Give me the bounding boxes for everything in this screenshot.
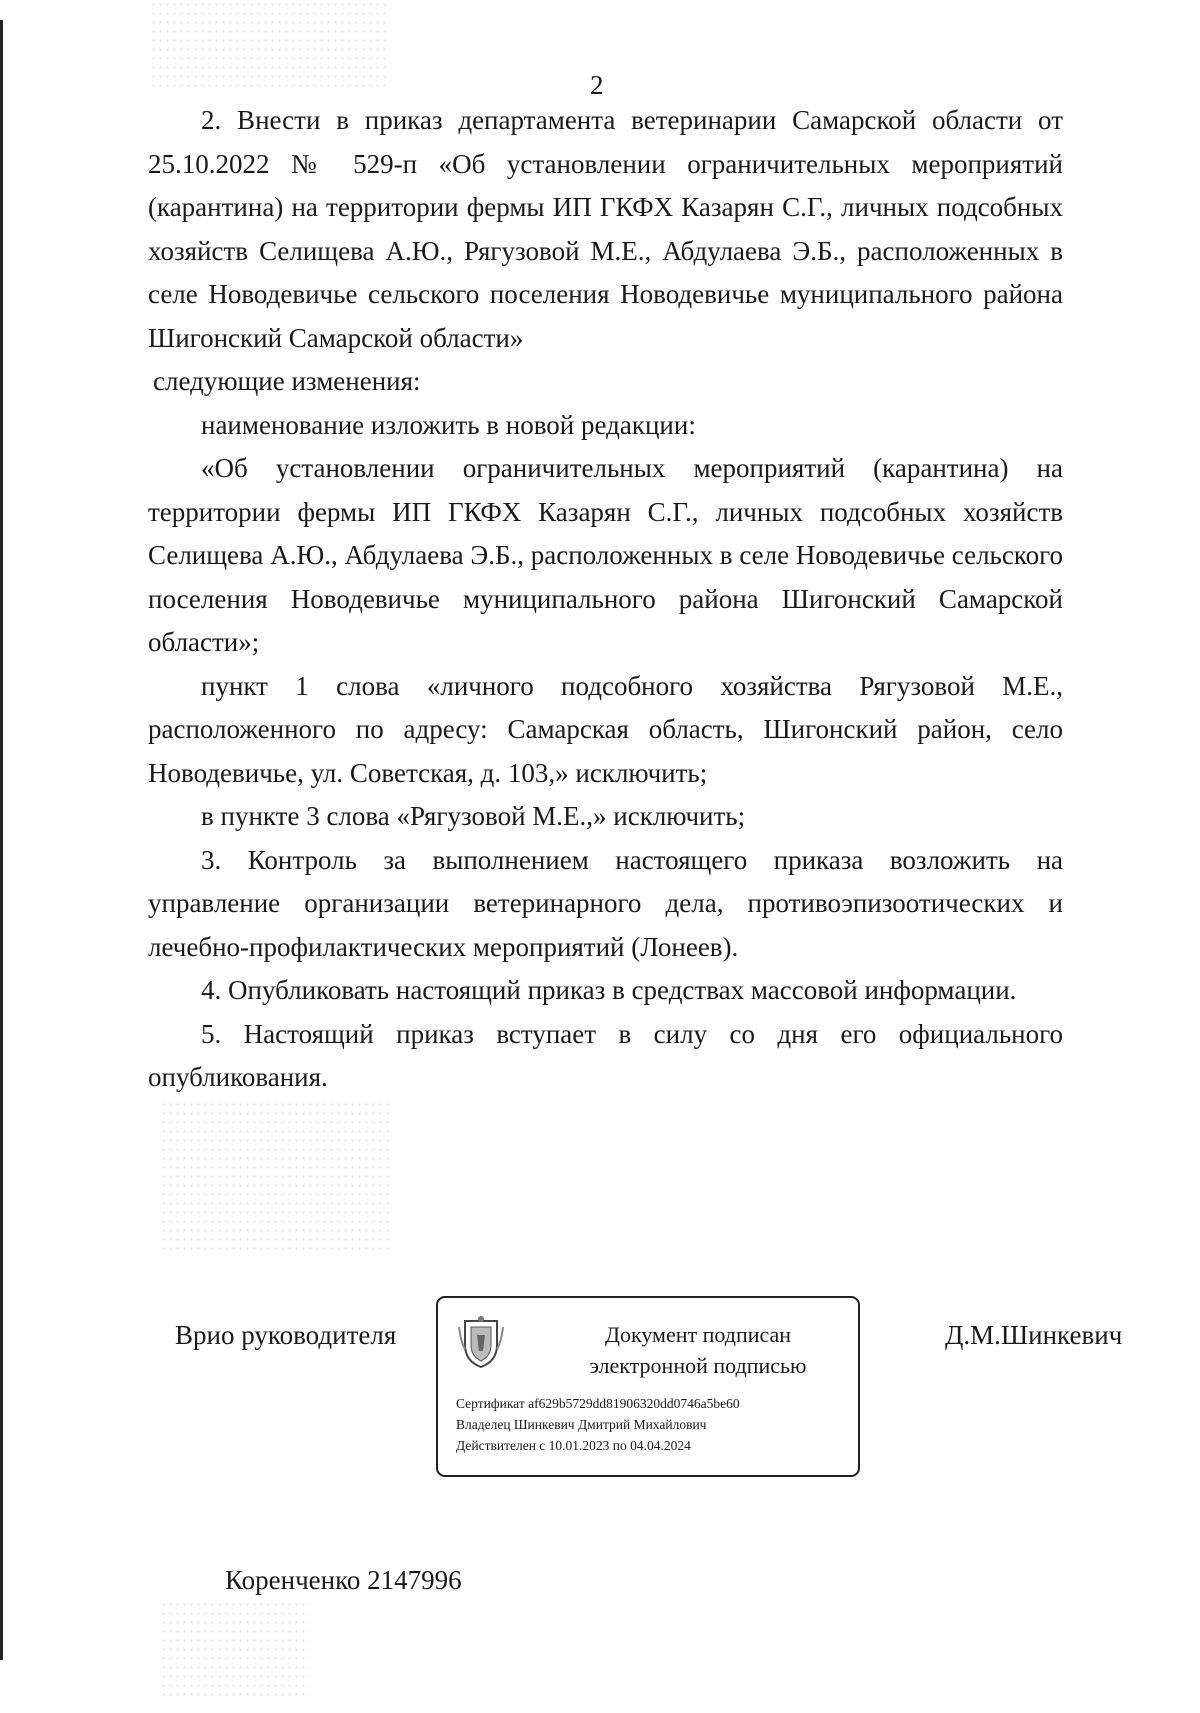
scan-noise xyxy=(160,1100,390,1250)
scan-edge xyxy=(0,20,3,1660)
certificate-owner: Владелец Шинкевич Дмитрий Михайлович xyxy=(456,1417,707,1432)
scan-noise xyxy=(160,1600,310,1700)
paragraph-point-3: в пункте 3 слова «Рягузовой М.Е.,» исключить; xyxy=(201,801,746,831)
page-number: 2 xyxy=(590,70,604,100)
executor-info: Коренченко 2147996 xyxy=(225,1565,462,1595)
e-signature-title-line2: электронной подписью xyxy=(589,1353,807,1378)
paragraph-new-title: «Об установлении ограничительных мероприятий (карантина) на территории фермы ИП ГКФХ Казарян С.Г., личных подсобных хозяйств Селищева А.Ю., Абдулаева Э.Б., расположенных в селе Новодевичье сельского поселения Новодевичье муниципального района Шигонский Самарской области»; xyxy=(148,453,1063,657)
electronic-signature-stamp xyxy=(436,1296,860,1477)
e-signature-details xyxy=(456,1393,740,1456)
paragraph-item-3: 3. Контроль за выполнением настоящего приказа возложить на управление организации ветеринарного дела, противоэпизоотических и лечебно-профилактических мероприятий (Лонеев). xyxy=(148,844,1063,962)
signatory-name: Д.М.Шинкевич xyxy=(945,1320,1123,1350)
document-body xyxy=(148,99,1063,1100)
paragraph-item-4: 4. Опубликовать настоящий приказ в средствах массовой информации. xyxy=(201,975,1017,1005)
paragraph-changes-intro: следующие изменения: xyxy=(153,366,421,396)
paragraph-item-5: 5. Настоящий приказ вступает в силу со дня его официального опубликования. xyxy=(148,1018,1063,1092)
e-signature-title-line1: Документ подписан xyxy=(604,1322,792,1347)
scan-noise xyxy=(150,0,390,90)
certificate-number: Сертификат af629b5729dd81906320dd0746a5be60 xyxy=(456,1396,740,1411)
coat-of-arms-icon xyxy=(455,1315,507,1369)
paragraph-item-2: 2. Внести в приказ департамента ветеринарии Самарской области от 25.10.2022 № 529-п «Об установлении ограничительных мероприятий (карантина) на территории фермы ИП ГКФХ Казарян С.Г., личных подсобных хозяйств Селищева А.Ю., Рягузовой М.Е., Абдулаева Э.Б., расположенных в селе Новодевичье сельского поселения Новодевичье муниципального района Шигонский Самарской области» xyxy=(148,105,1063,353)
paragraph-point-1: пункт 1 слова «личного подсобного хозяйства Рягузовой М.Е., расположенного по адресу: Самарская область, Шигонский район, село Новодевичье, ул. Советская, д. 103,» исключить; xyxy=(148,670,1063,788)
paragraph-title-change: наименование изложить в новой редакции: xyxy=(201,409,696,440)
certificate-validity: Действителен с 10.01.2023 по 04.04.2024 xyxy=(456,1438,691,1453)
e-signature-title xyxy=(548,1319,848,1381)
signatory-position: Врио руководителя xyxy=(175,1320,397,1350)
